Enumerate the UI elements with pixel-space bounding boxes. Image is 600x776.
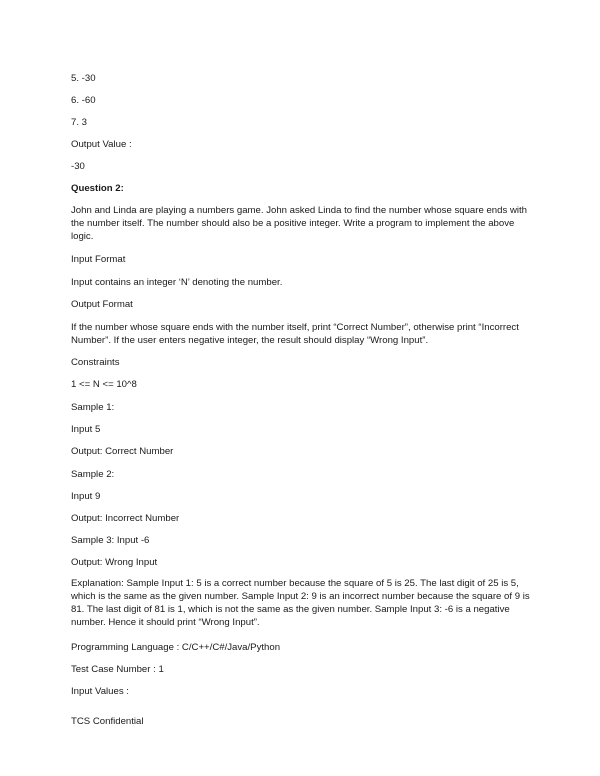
sample2-output: Output: Incorrect Number: [71, 513, 180, 524]
test-case-number: Test Case Number : 1: [71, 664, 164, 675]
output-format-label: Output Format: [71, 299, 133, 310]
footer-confidential: TCS Confidential: [71, 716, 144, 727]
question-description: John and Linda are playing a numbers game. John asked Linda to find the number whose square ends with the number itself. The number should also be a positive integer. Write a program to implement the above logic.: [71, 205, 527, 242]
sample3-label: Sample 3: Input -6: [71, 535, 150, 546]
sample2-input: Input 9: [71, 491, 101, 502]
constraints-text: 1 <= N <= 10^8: [71, 379, 137, 390]
constraints-label: Constraints: [71, 357, 120, 368]
input-format-text: Input contains an integer ‘N’ denoting the number.: [71, 277, 283, 288]
programming-language: Programming Language : C/C++/C#/Java/Python: [71, 642, 281, 653]
input-format-label: Input Format: [71, 254, 126, 265]
list-item-5: 5. -30: [71, 73, 96, 84]
list-item-6: 6. -60: [71, 95, 96, 106]
sample2-label: Sample 2:: [71, 469, 115, 480]
sample1-label: Sample 1:: [71, 402, 115, 413]
list-item-7: 7. 3: [71, 117, 88, 128]
explanation-text: Explanation: Sample Input 1: 5 is a correct number because the square of 5 is 25. The last digit of 25 is 5, which is the same as the given number. Sample Input 2: 9 is an incorrect number because the square of 9 is 81. The last digit of 81 is 1, which is not the same as the given number. Sample Input 3: -6 is a negative number. Hence it should print “Wrong Input”.: [71, 578, 530, 628]
output-value-label: Output Value :: [71, 139, 132, 150]
sample1-input: Input 5: [71, 424, 101, 435]
sample1-output: Output: Correct Number: [71, 446, 174, 457]
output-format-text: If the number whose square ends with the number itself, print “Correct Number”, otherwise print “Incorrect Number”. If the user enters negative integer, the result should display “Wrong Input”.: [71, 322, 519, 346]
question-heading: Question 2:: [71, 183, 124, 194]
sample3-output: Output: Wrong Input: [71, 557, 158, 568]
output-value: -30: [71, 161, 85, 172]
input-values-label: Input Values :: [71, 686, 129, 697]
